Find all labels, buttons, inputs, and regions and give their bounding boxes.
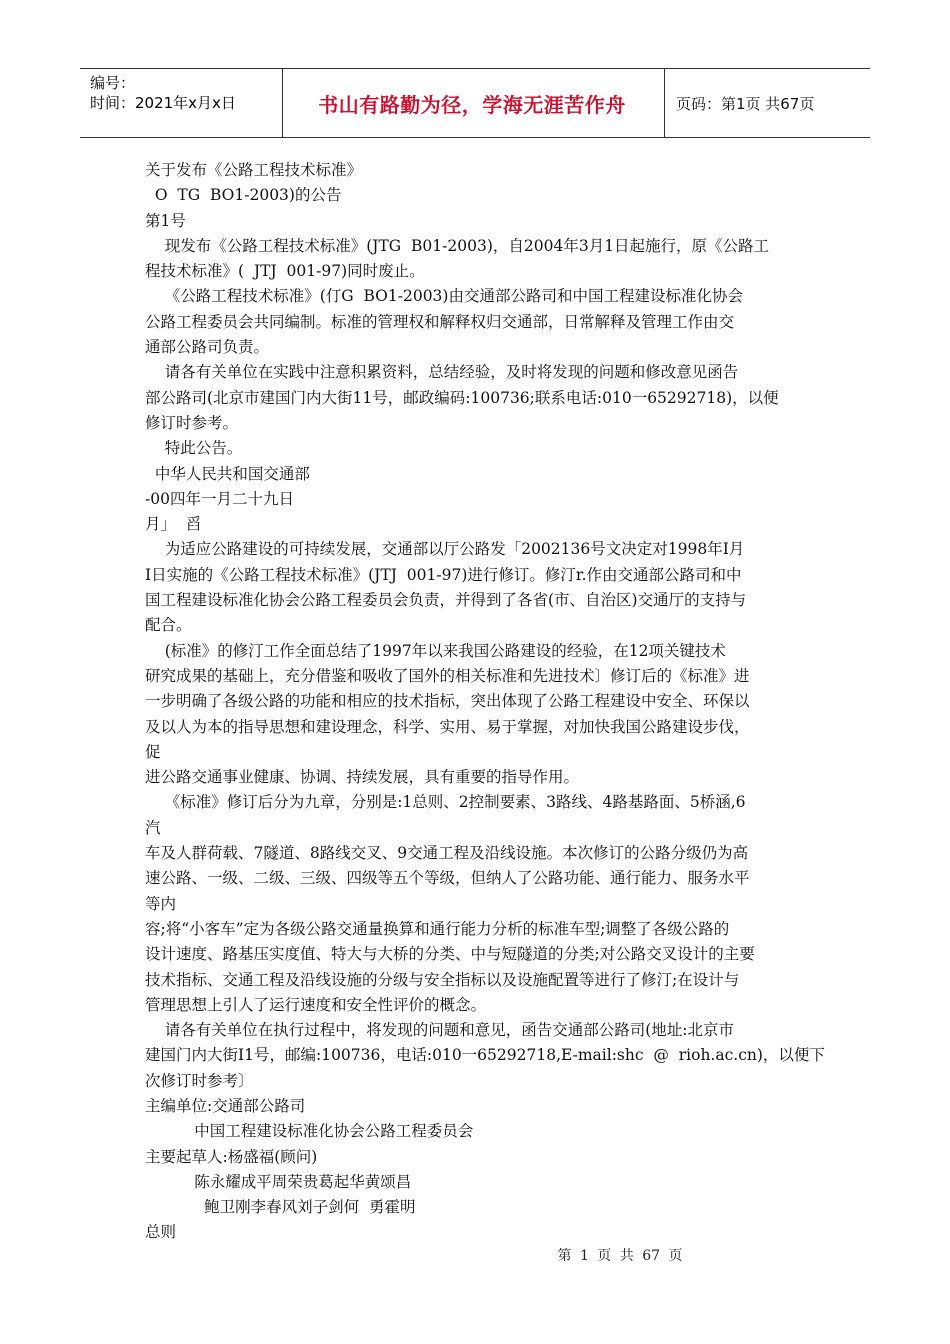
text-line: 主编单位:交通部公路司 (145, 1096, 306, 1115)
text-line: 部公路司(北京市建国门内大街11号，邮政编码:100736;联系电话:010一65292718)，以便 (145, 388, 779, 407)
text-line: 关于发布《公路工程技术标准》 (145, 161, 363, 179)
text-line: 特此公告。 (145, 439, 243, 458)
text-line: I日实施的《公路工程技术标准》(JTJ 001-97)进行修订。修汀r.作由交通部公路司和中 (145, 565, 742, 584)
header-page-info: 页码：第1页 共67页 (676, 94, 815, 113)
text-line: 中国工程建设标准化协会公路工程委员会 (145, 1122, 474, 1141)
text-line: 第1号 (145, 211, 186, 230)
text-line: 主要起草人:杨盛福(顾问) (145, 1147, 318, 1166)
text-line: 等内 (145, 894, 177, 913)
text-line: 现发布《公路工程技术标准》(JTG B01-2003)，自2004年3月1日起施行，原《公路工 (145, 236, 770, 255)
text-line: 容;将“小客车”定为各级公路交通量换算和通行能力分析的标准车型;调整了各级公路的 (145, 919, 730, 938)
document-body (145, 158, 825, 1246)
text-line: 车及人群荷载、7隧道、8路线交叉、9交通工程及沿线设施。本次修订的公路分级仍为高 (145, 844, 749, 863)
header-motto: 书山有路勤为径，学海无涯苦作舟 (318, 92, 626, 117)
document-number-label: 编号： (90, 74, 136, 92)
text-line: 及以人为本的指导思想和建设理念，科学、实用、易于掌握，对加快我国公路建设步伐， (145, 717, 750, 736)
text-line: 汽 (145, 818, 161, 837)
page-header (80, 68, 870, 138)
text-line: 建国门内大街I1号，邮编:100736，电话:010一65292718,E-mail:shc @ rioh.ac.cn)，以便下 (145, 1046, 825, 1065)
text-line: O TG BO1-2003)的公告 (145, 186, 342, 205)
text-line: 国工程建设标准化协会公路工程委员会负责，并得到了各省(市、自治区)交通厅的支持与 (145, 591, 747, 610)
text-line: 促 (145, 742, 161, 761)
text-line: 《公路工程技术标准》(仃G BO1-2003)由交通部公路司和中国工程建设标准化协会 (145, 287, 743, 306)
text-line: 设计速度、路基压实度值、特大与大桥的分类、中与短隧道的分类;对公路交叉设计的主要 (145, 945, 755, 964)
text-line: -00四年一月二十九日 (145, 489, 294, 508)
text-line: 一步明确了各级公路的功能和相应的技术指标，突出体现了公路工程建设中安全、环保以 (145, 692, 750, 711)
text-line: 月」 舀 (145, 515, 202, 534)
text-line: 修订时参考。 (145, 413, 239, 432)
document-date-label: 时间：2021年x月x日 (90, 94, 236, 112)
text-line: 研究成果的基础上，充分借鉴和吸收了国外的相关标准和先进技术〕修订后的《标准》进 (145, 666, 750, 685)
text-line: 通部公路司负责。 (145, 338, 270, 357)
header-meta (90, 73, 236, 113)
text-line: 进公路交通事业健康、协调、持续发展，具有重要的指导作用。 (145, 768, 580, 787)
text-line: 《标准》修订后分为九章，分别是:1总则、2控制要素、3路线、4路基路面、5桥涵,6 (145, 793, 746, 812)
text-line: (标准》的修汀工作全面总结了1997年以来我国公路建设的经验，在12项关键技术 (145, 641, 726, 660)
text-line: 管理思想上引人了运行速度和安全性评价的概念。 (145, 995, 487, 1014)
text-line: 总则 (145, 1223, 177, 1242)
text-line: 程技术标准》( JTJ 001-97)同时废止。 (145, 262, 425, 281)
text-line: 配合。 (145, 616, 192, 635)
text-line: 鲍卫刚李春风刘子剑何 勇霍明 (145, 1198, 416, 1217)
text-line: 次修订时参考〕 (145, 1071, 254, 1090)
page-footer: 第 1 页 共 67 页 (557, 1248, 683, 1264)
text-line: 中华人民共和国交通部 (145, 464, 310, 483)
text-line: 技术指标、交通工程及沿线设施的分级与安全指标以及设施配置等进行了修汀;在设计与 (145, 970, 740, 989)
text-line: 速公路、一级、二级、三级、四级等五个等级，但纳人了公路功能、通行能力、服务水平 (145, 869, 750, 888)
text-line: 请各有关单位在实践中注意积累资料，总结经验，及时将发现的问题和修改意见函告 (145, 363, 739, 382)
text-line: 公路工程委员会共同编制。标准的管理权和解释权归交通部，日常解释及管理工作由交 (145, 312, 735, 331)
text-line: 请各有关单位在执行过程中，将发现的问题和意见，函告交通部公路司(地址:北京市 (145, 1021, 734, 1040)
text-line: 为适应公路建设的可持续发展，交通部以厅公路发「2002136号文决定对1998年I月 (145, 540, 745, 559)
text-line: 陈永耀成平周荣贵葛起华黄颂昌 (145, 1172, 412, 1191)
